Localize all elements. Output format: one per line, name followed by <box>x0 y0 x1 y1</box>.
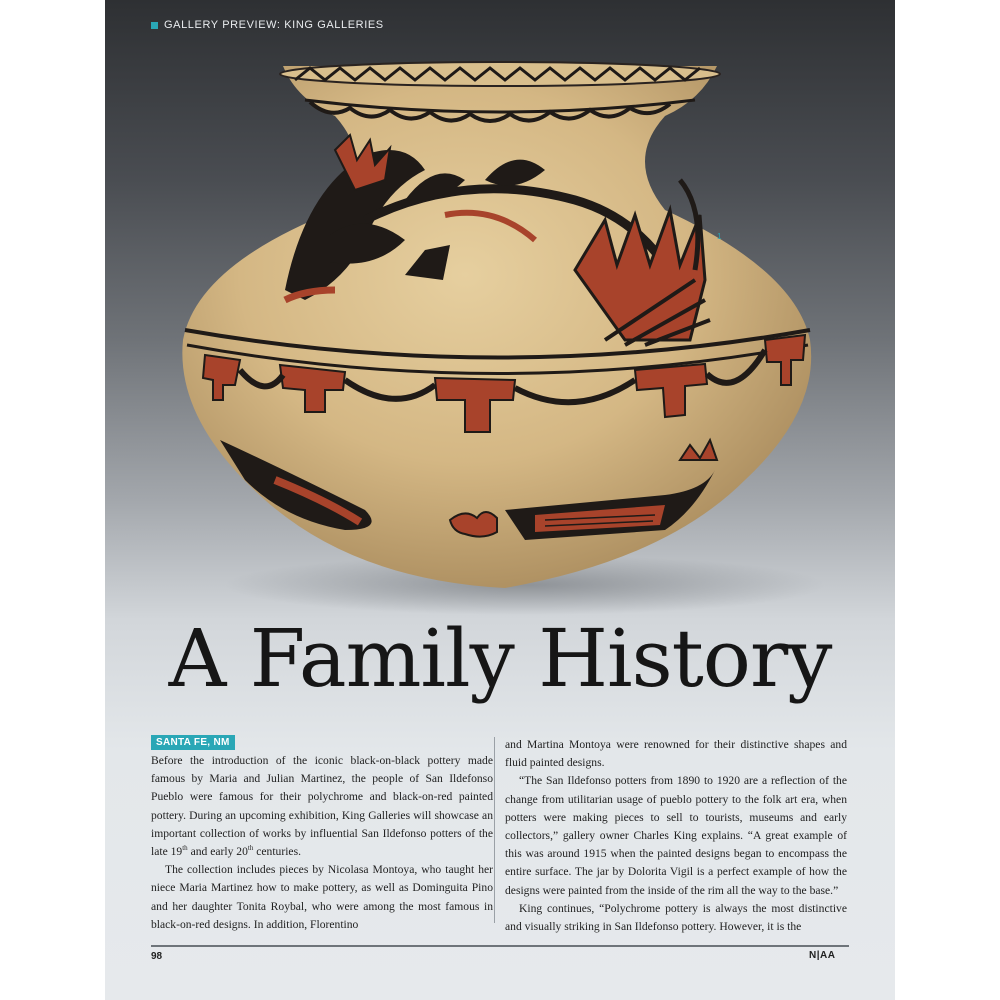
pottery-jar-icon <box>105 40 895 620</box>
page-title: A Family History <box>168 612 832 705</box>
location-badge: SANTA FE, NM <box>151 735 235 750</box>
page-number: 98 <box>151 951 163 962</box>
footer-divider <box>151 945 849 947</box>
teal-square-icon <box>151 22 158 29</box>
column-divider <box>494 737 495 923</box>
section-tag-label: GALLERY PREVIEW: KING GALLERIES <box>164 19 384 31</box>
paragraph: Before the introduction of the iconic black-on-black pottery made famous by Maria and Julian Martinez, the people of San Ildefonso Pueblo were famous for their polychrome and black-on-red painted pottery. During an upcoming exhibition, King Galleries will showcase an important collection of works by influential San Ildefonso potters of the late 19th and early 20th centuries. <box>151 754 493 859</box>
paragraph: King continues, “Polychrome pottery is always the most distinctive and visually striking in San Ildefonso pottery. However, it is the <box>505 901 847 934</box>
article-column-right <box>505 736 847 936</box>
article-column-left <box>151 752 493 934</box>
paragraph: “The San Ildefonso potters from 1890 to 1920 are a reflection of the change from utilitarian usage of pueblo pottery to the folk art era, when potters were making pieces to sell to tourists, museums and early collectors,” gallery owner Charles King explains. “A great example of this was around 1915 when the painted designs began to encompass the entire surface. The jar by Dolorita Vigil is a perfect example of how the designs were painted from the inside of the rim all the way to the base.” <box>505 774 847 897</box>
section-tag <box>151 18 384 32</box>
paragraph: The collection includes pieces by Nicolasa Montoya, who taught her niece Maria Martinez how to make pottery, as well as Dominguita Pino and her daughter Tonita Roybal, who were among the most famous in black-on-red designs. In addition, Florentino <box>151 863 493 931</box>
magazine-logo: N|AA <box>809 950 836 961</box>
magazine-page <box>105 0 895 1000</box>
paragraph: and Martina Montoya were renowned for their distinctive shapes and fluid painted designs. <box>505 738 847 770</box>
figure-number: 1 <box>717 232 722 241</box>
